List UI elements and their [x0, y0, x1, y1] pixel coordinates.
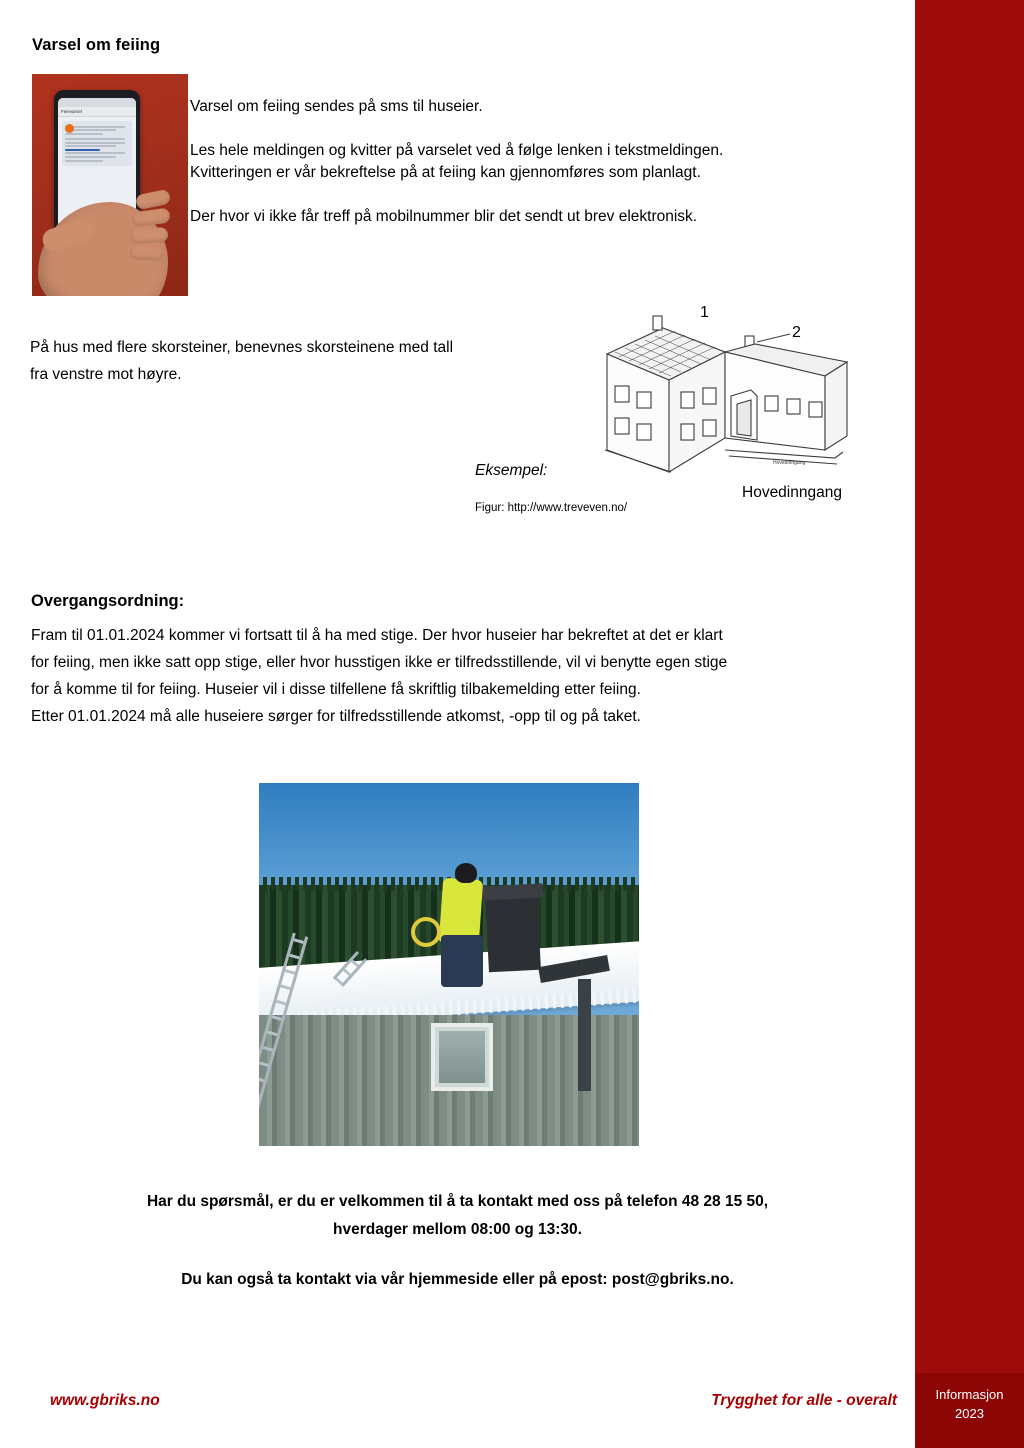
text-line — [65, 126, 125, 128]
phone-status-bar — [58, 98, 136, 107]
footer-website[interactable]: www.gbriks.no — [50, 1392, 160, 1409]
transition-line-2: for feiing, men ikke satt opp stige, eller hvor husstigen ikke er tilfredsstillende, vil vi benytte egen stige — [31, 654, 728, 671]
right-red-band — [915, 0, 1024, 1448]
svg-text:Hovedinngang: Hovedinngang — [773, 460, 806, 466]
text-line — [65, 160, 103, 162]
phone-app-header: Feievarsel — [58, 107, 136, 117]
sidebar-info-line2: 2023 — [955, 1406, 984, 1421]
chimney-label-2: 2 — [792, 324, 801, 341]
window-glass — [439, 1031, 485, 1083]
link-line — [65, 149, 100, 151]
chimney-note-line2: fra venstre mot høyre. — [30, 366, 182, 383]
transition-line-3: for å komme til for feiing. Huseier vil i disse tilfellene få skriftlig tilbakemelding etter feiing. — [31, 681, 641, 698]
transition-line-1: Fram til 01.01.2024 kommer vi fortsatt til å ha med stige. Der hvor huseier har bekreftet at det er klart — [31, 627, 723, 644]
sweep-brush-icon — [411, 917, 441, 947]
contact-line-2: hverdager mellom 08:00 og 13:30. — [333, 1221, 582, 1238]
downpipe — [578, 979, 591, 1091]
intro-text — [190, 96, 890, 250]
text-line — [65, 133, 103, 135]
phone-sms-photo — [32, 74, 188, 296]
text-line — [65, 145, 116, 147]
text-line — [65, 138, 125, 140]
right-red-band-upper — [915, 0, 1024, 1373]
chimney-note-line1: På hus med flere skorsteiner, benevnes skorsteinene med tall — [30, 339, 454, 356]
intro-paragraph-3: Kvitteringen er vår bekreftelse på at feiing kan gjennomføres som planlagt. — [190, 164, 701, 181]
sidebar-info-note — [915, 1385, 1024, 1423]
transition-body — [31, 622, 893, 730]
chimney-sweep-photo — [259, 783, 639, 1146]
house-figure — [585, 300, 885, 515]
contact-block — [0, 1188, 915, 1294]
sidebar-info-line1: Informasjon — [935, 1387, 1004, 1402]
chimney — [485, 894, 541, 973]
chimney-numbering-note — [30, 334, 570, 388]
finger — [135, 189, 171, 211]
footer-slogan: Trygghet for alle - overalt — [711, 1392, 897, 1409]
text-line — [65, 156, 116, 158]
worker-trousers — [441, 935, 483, 987]
house-drawing-icon — [585, 300, 885, 490]
transition-heading: Overgangsordning: — [31, 592, 185, 610]
contact-line-3: Du kan også ta kontakt via vår hjemmeside eller på epost: post@gbriks.no. — [181, 1271, 734, 1288]
worker-head — [455, 863, 477, 883]
phone-message-bubble — [62, 121, 132, 166]
intro-paragraph-4: Der hvor vi ikke får treff på mobilnummer blir det sendt ut brev elektronisk. — [190, 208, 698, 225]
text-line — [65, 152, 125, 154]
finger — [130, 227, 169, 244]
chimney-label-1: 1 — [700, 304, 709, 321]
text-line — [65, 142, 125, 144]
eksempel-label: Eksempel: — [475, 462, 548, 479]
contact-line-1: Har du spørsmål, er du er velkommen til å ta kontakt med oss på telefon 48 28 15 50, — [146, 1193, 769, 1210]
chimney-cap — [479, 883, 544, 900]
alert-icon — [65, 124, 74, 133]
figure-credit: Figur: http://www.treveven.no/ — [475, 502, 628, 514]
transition-line-4: Etter 01.01.2024 må alle huseiere sørger for tilfredsstillende atkomst, -opp til og på taket. — [31, 708, 641, 725]
wall-window — [431, 1023, 493, 1091]
intro-paragraph-1: Varsel om feiing sendes på sms til huseier. — [190, 98, 483, 115]
finger — [130, 245, 165, 261]
entrance-label: Hovedinngang — [742, 484, 842, 501]
intro-paragraph-2: Les hele meldingen og kvitter på varselet ved å følge lenken i tekstmeldingen. — [190, 142, 724, 159]
page-title: Varsel om feiing — [32, 36, 161, 54]
